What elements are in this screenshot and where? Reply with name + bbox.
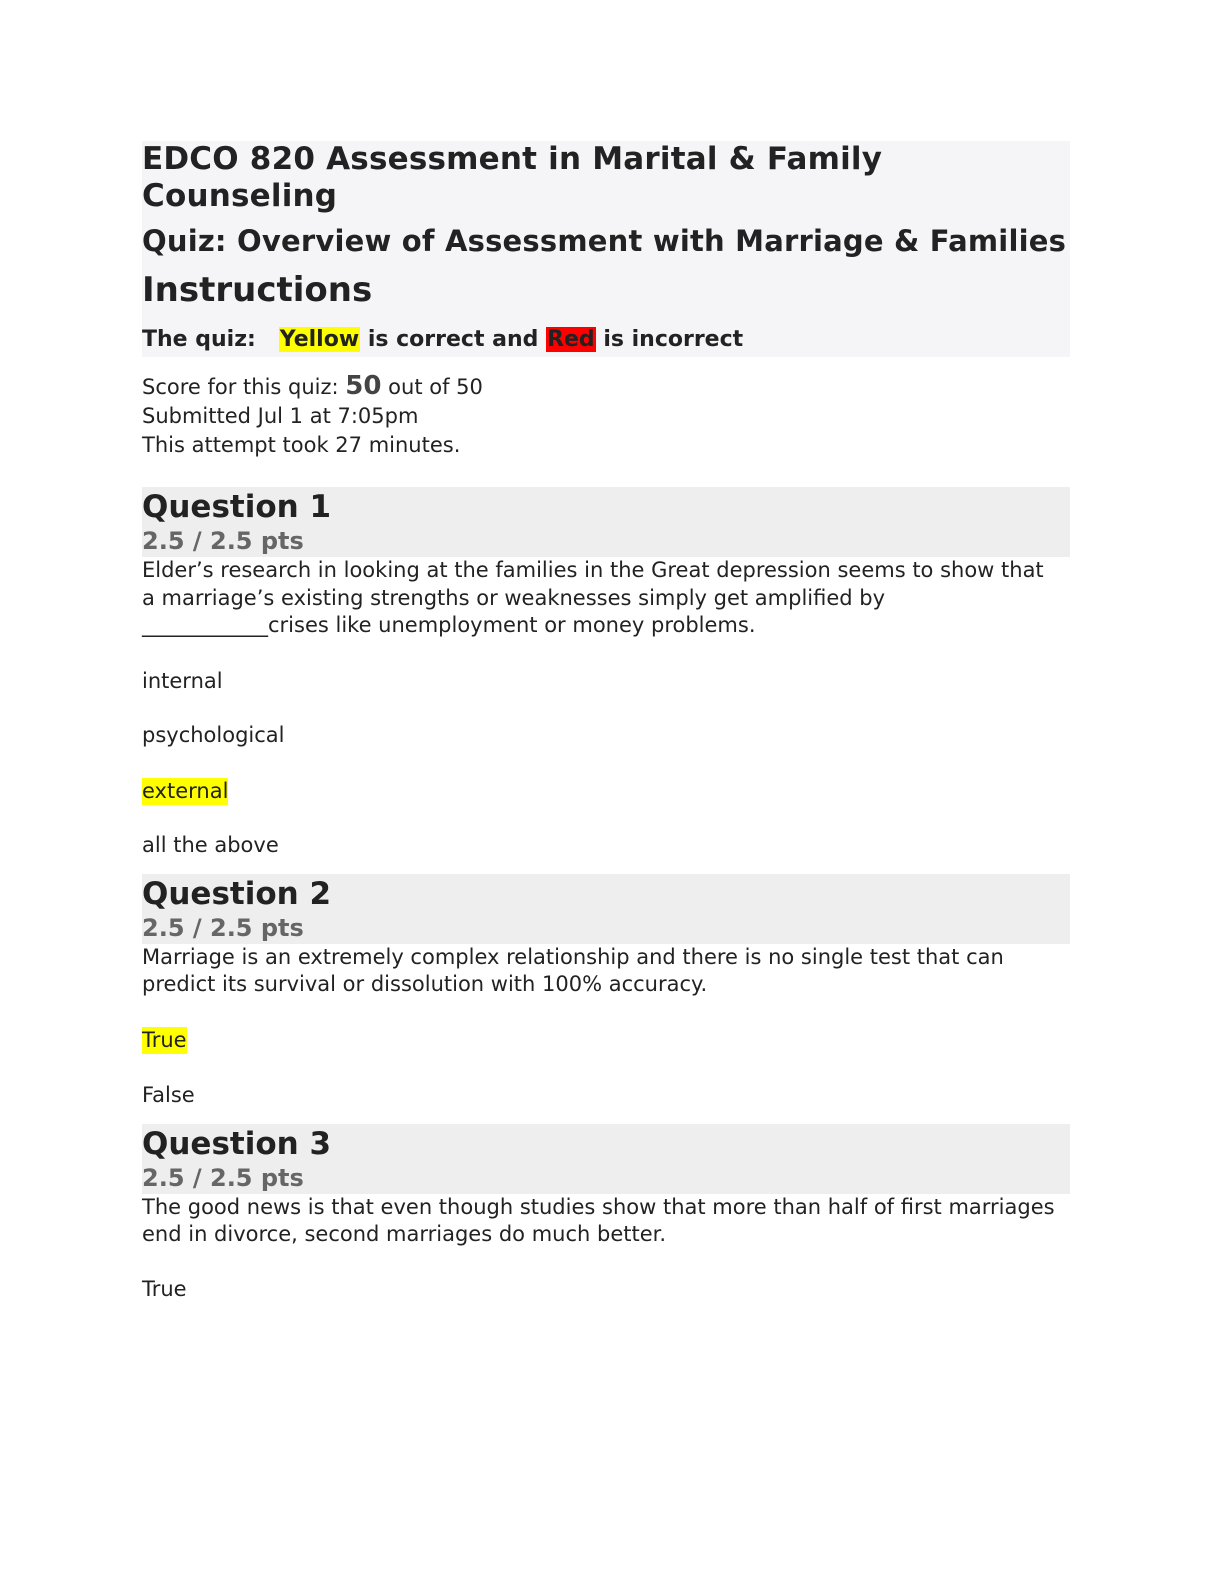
question-title: Question 2 — [142, 875, 332, 912]
score-value: 50 — [345, 371, 382, 401]
answer-label: all the above — [142, 832, 279, 857]
question-text: The good news is that even though studies show that more than half of first marriages end in divorce, second marriages do much better. — [142, 1194, 1055, 1246]
quiz-document — [142, 141, 1070, 1303]
legend-mid: is correct and — [367, 327, 539, 352]
question-title: Question 1 — [142, 489, 332, 525]
course-title: EDCO 820 Assessment in Marital & Family Counseling — [142, 141, 883, 214]
legend-prefix: The quiz: — [142, 327, 256, 352]
question-text: Marriage is an extremely complex relationship and there is no single test that can predict its survival or dissolution with 100% accuracy. — [142, 944, 1004, 996]
answer-option — [142, 1082, 1070, 1109]
question-text: Elder’s research in looking at the families in the Great depression seems to show that a marriage’s existing strengths or weaknesses simply get amplified by ____________crises like unemployment or money problems. — [142, 558, 1044, 637]
question-header — [142, 1124, 1070, 1194]
answer-option — [142, 668, 1070, 695]
question-2 — [142, 874, 1070, 1109]
question-1 — [142, 487, 1070, 859]
answer-label: True — [142, 1276, 187, 1301]
answer-label: external — [142, 778, 229, 803]
question-header — [142, 874, 1070, 944]
answer-label: True — [142, 1027, 187, 1052]
score-line — [142, 372, 1070, 402]
score-label: Score for this quiz: — [142, 375, 339, 399]
score-summary — [142, 372, 1070, 460]
attempt-duration: This attempt took 27 minutes. — [142, 433, 461, 457]
answer-option-correct — [142, 1027, 1070, 1054]
quiz-header — [142, 141, 1070, 357]
question-points: 2.5 / 2.5 pts — [142, 913, 304, 942]
legend-suffix: is incorrect — [603, 327, 744, 352]
answer-label: psychological — [142, 722, 285, 747]
instructions-heading: Instructions — [142, 270, 373, 310]
color-legend — [142, 325, 1070, 355]
question-points: 2.5 / 2.5 pts — [142, 527, 304, 555]
answer-option — [142, 1276, 1070, 1303]
legend-incorrect-swatch: Red — [547, 327, 595, 352]
submitted-time: Submitted Jul 1 at 7:05pm — [142, 404, 419, 428]
question-points: 2.5 / 2.5 pts — [142, 1163, 304, 1192]
answer-option — [142, 722, 1070, 749]
answer-label: False — [142, 1082, 195, 1107]
answer-label: internal — [142, 668, 223, 693]
question-header — [142, 487, 1070, 557]
question-title: Question 3 — [142, 1125, 332, 1162]
score-out-of: out of 50 — [388, 375, 483, 399]
question-3 — [142, 1124, 1070, 1303]
legend-correct-swatch: Yellow — [279, 327, 360, 352]
quiz-title: Quiz: Overview of Assessment with Marriage & Families — [142, 224, 1067, 258]
answer-option-correct — [142, 778, 1070, 805]
answer-option — [142, 832, 1070, 859]
